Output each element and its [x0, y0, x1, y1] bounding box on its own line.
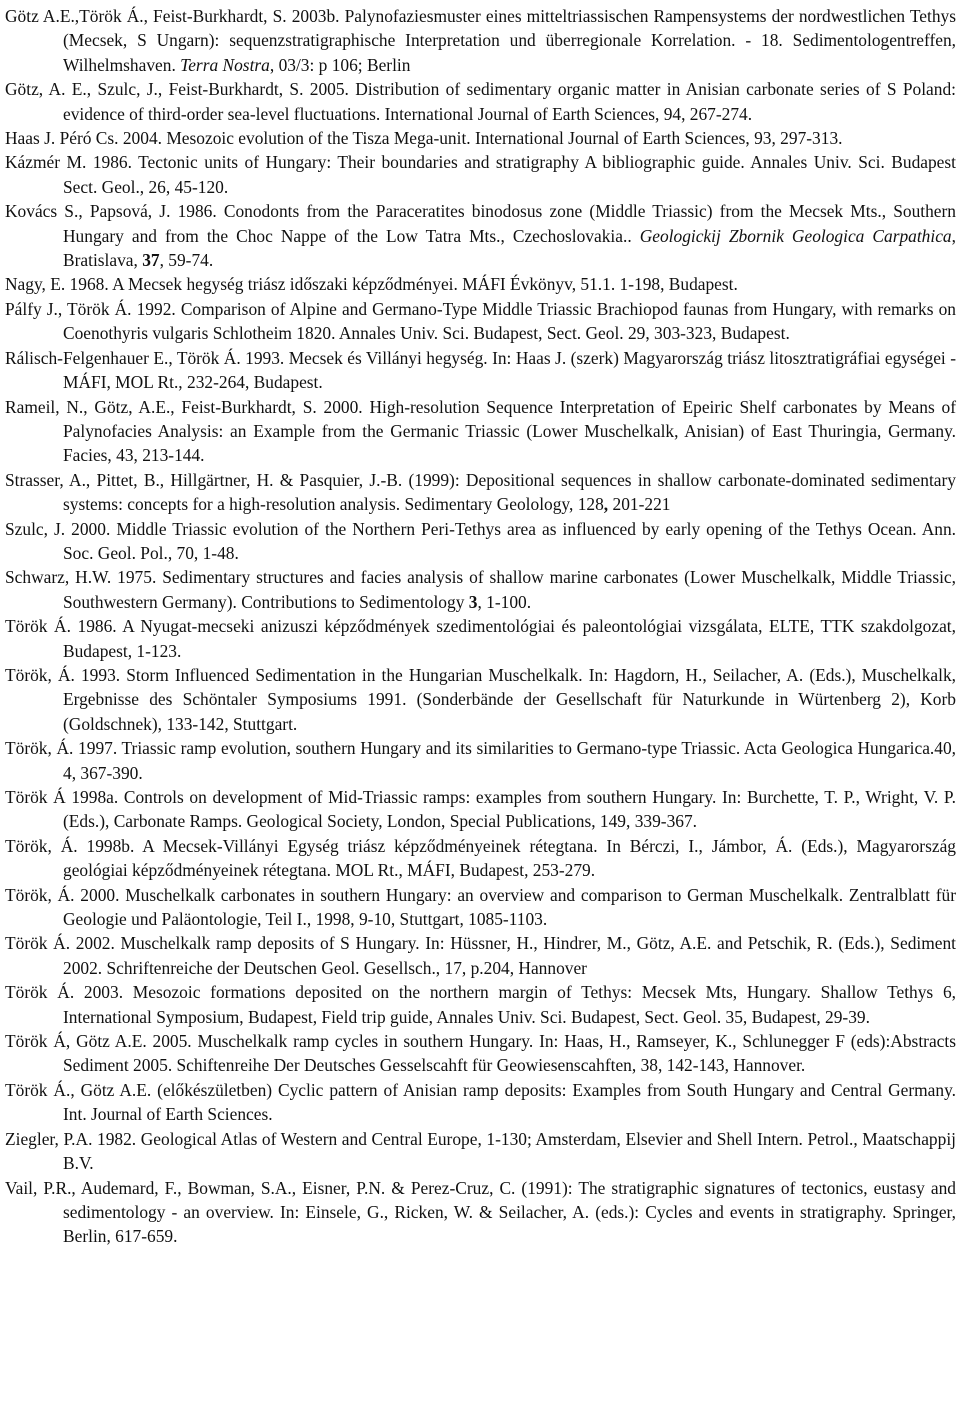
reference-entry — [5, 199, 956, 272]
reference-entry — [5, 468, 956, 517]
reference-text: Török, Á. 1998b. A Mecsek-Villányi Egység triász képződményeinek rétegtana. In Bérczi, I., Jámbor, Á. (Eds.), Magyarország geológiai képződményeinek rétegtana. MOL Rt., MÁFI, Budapest, 253-279. — [5, 835, 956, 881]
reference-entry — [5, 1029, 956, 1078]
reference-text: Török, Á. 1997. Triassic ramp evolution, southern Hungary and its similarities to Germano-type Triassic. Acta Geologica Hungarica.40, 4, 367-390. — [5, 738, 956, 783]
reference-text: Török Á. 1986. A Nyugat-mecseki anizuszi képződmények szedimentológiai és paleontológiai vizsgálata, ELTE, TTK szakdolgozat, Budapest, 1-123. — [5, 616, 956, 661]
reference-text: Török Á. 2003. Mesozoic formations deposited on the northern margin of Tethys: Mecsek Mts, Hungary. Shallow Tethys 6, International Symposium, Budapest, Field trip guide, Annales Univ. Sci. Budapest, Sect. Geol. 35, Budapest, 29-39. — [5, 982, 956, 1027]
reference-entry — [5, 517, 956, 566]
reference-entry — [5, 883, 956, 932]
reference-text: Török Á. 2002. Muschelkalk ramp deposits of S Hungary. In: Hüssner, H., Hindrer, M., Götz, A.E. and Petschik, R. (Eds.), Sediment 2002. Schriftenreiche der Deutschen Geol. Gesellsch., 17, p.204, Hannover — [5, 933, 956, 978]
reference-entry — [5, 1078, 956, 1127]
reference-entry — [5, 663, 956, 736]
reference-italic-text: Geologickij Zbornik Geologica Carpathica — [639, 225, 952, 246]
reference-entry — [5, 785, 956, 834]
reference-entry — [5, 980, 956, 1029]
reference-entry — [5, 1127, 956, 1176]
reference-text: , 59-74. — [159, 250, 214, 271]
reference-list — [5, 4, 956, 1249]
reference-text: Rálisch-Felgenhauer E., Török Á. 1993. Mecsek és Villányi hegység. In: Haas J. (szerk) Magyarország triász litosztratigráfiai egységei - MÁFI, MOL Rt., 232-264, Budapest. — [5, 347, 956, 393]
reference-entry — [5, 736, 956, 785]
reference-text: Götz, A. E., Szulc, J., Feist-Burkhardt, S. 2005. Distribution of sedimentary organic matter in Anisian carbonate series of S Poland: evidence of third-order sea-level fluctuations. International Journal of Earth Sciences, 94, 267-274. — [5, 79, 956, 124]
reference-entry — [5, 150, 956, 199]
reference-entry — [5, 346, 956, 395]
reference-entry — [5, 272, 956, 296]
reference-text: Vail, P.R., Audemard, F., Bowman, S.A., Eisner, P.N. & Perez-Cruz, C. (1991): The stratigraphic signatures of tectonics, eustasy and sedimentology - an overview. In: Einsele, G., Ricken, W. & Seilacher, A. (eds.): Cycles and events in stratigraphy. Springer, Berlin, 617-659. — [5, 1177, 956, 1247]
reference-text: Nagy, E. 1968. A Mecsek hegység triász időszaki képződményei. MÁFI Évkönyv, 51.1. 1-198, Budapest. — [5, 274, 738, 295]
reference-text: Strasser, A., Pittet, B., Hillgärtner, H. & Pasquier, J.-B. (1999): Depositional sequences in shallow carbonate-dominated sedimentary systems: concepts for a high-resolution analysis. Sedimentary Geolology, 128 — [5, 469, 956, 515]
reference-text: Török Á, Götz A.E. 2005. Muschelkalk ramp cycles in southern Hungary. In: Haas, H., Ramseyer, K., Schlunegger F (eds):Abstracts Sediment 2005. Schiftenreihe Der Deutsches Gesselscahft für Geowiesenscahften, 38, 142-143, Hannover. — [5, 1031, 956, 1076]
reference-text: Rameil, N., Götz, A.E., Feist-Burkhardt, S. 2000. High-resolution Sequence Interpretation of Epeiric Shelf carbonates by Means of Palynofacies Analysis: an Example from the Germanic Triassic (Lower Muschelkalk, Anisian) of East Thuringia, Germany. Facies, 43, 213-144. — [5, 396, 956, 466]
reference-entry — [5, 395, 956, 468]
reference-text: 201-221 — [608, 494, 671, 515]
reference-text: Török Á 1998a. Controls on development of Mid-Triassic ramps: examples from southern Hungary. In: Burchette, T. P., Wright, V. P. (Eds.), Carbonate Ramps. Geological Society, London, Special Publications, 149, 339-367. — [5, 787, 956, 832]
reference-text: Götz A.E.,Török Á., Feist-Burkhardt, S. 2003b. Palynofaziesmuster eines mitteltriassischen Rampensystems der nordwestlichen Tethys (Mecsek, S Ungarn): sequenzstratigraphische Interpretation und überregionale Korrelation. - 18. Sedimentologentreffen, Wilhelmshaven. — [5, 6, 956, 75]
reference-entry — [5, 126, 956, 150]
reference-entry — [5, 834, 956, 883]
reference-entry — [5, 4, 956, 77]
reference-text: , 1-100. — [477, 591, 532, 612]
reference-text: Haas J. Péró Cs. 2004. Mesozoic evolution of the Tisza Mega-unit. International Journal of Earth Sciences, 93, 297-313. — [5, 128, 843, 149]
reference-text: , 03/3: p 106; Berlin — [269, 54, 411, 75]
reference-text: Kázmér M. 1986. Tectonic units of Hungary: Their boundaries and stratigraphy A bibliographic guide. Annales Univ. Sci. Budapest Sect. Geol., 26, 45-120. — [5, 152, 956, 197]
reference-text: Török, Á. 1993. Storm Influenced Sedimentation in the Hungarian Muschelkalk. In: Hagdorn, H., Seilacher, A. (Eds.), Muschelkalk, Ergebnisse des Schöntaler Symposiums 1991. (Sonderbände der Gesellschaft für Naturkunde in Würtenberg 2), Korb (Goldschnek), 133-142, Stuttgart. — [5, 664, 956, 734]
reference-text: Schwarz, H.W. 1975. Sedimentary structures and facies analysis of shallow marine carbonates (Lower Muschelkalk, Middle Triassic, Southwestern Germany). Contributions to Sedimentology — [5, 567, 956, 612]
reference-italic-text: Terra Nostra — [180, 54, 270, 75]
reference-entry — [5, 1176, 956, 1249]
reference-entry — [5, 297, 956, 346]
reference-entry — [5, 614, 956, 663]
reference-entry — [5, 931, 956, 980]
reference-text: Ziegler, P.A. 1982. Geological Atlas of Western and Central Europe, 1-130; Amsterdam, Elsevier and Shell Intern. Petrol., Maatschappij B.V. — [5, 1128, 956, 1174]
reference-text: Török Á., Götz A.E. (előkészületben) Cyclic pattern of Anisian ramp deposits: Examples from South Hungary and Central Germany. Int. Journal of Earth Sciences. — [5, 1079, 956, 1125]
reference-text: Kovács S., Papsová, J. 1986. Conodonts from the Paraceratites binodosus zone (Middle Triassic) from the Mecsek Mts., Southern Hungary and from the Choc Nappe of the Low Tatra Mts., Czechoslovakia.. — [5, 201, 956, 246]
reference-entry — [5, 565, 956, 614]
reference-entry — [5, 77, 956, 126]
reference-text: Pálfy J., Török Á. 1992. Comparison of Alpine and Germano-Type Middle Triassic Brachiopod faunas from Hungary, with remarks on Coenothyris vulgaris Schlotheim 1820. Annales Univ. Sci. Budapest, Sect. Geol. 29, 303-323, Budapest. — [5, 298, 956, 344]
reference-bold-text: 3 — [468, 591, 478, 612]
reference-bold-text: , — [603, 494, 609, 515]
reference-text: Szulc, J. 2000. Middle Triassic evolution of the Northern Peri-Tethys area as influenced by early opening of the Tethys Ocean. Ann. Soc. Geol. Pol., 70, 1-48. — [5, 518, 956, 563]
reference-bold-text: 37 — [142, 250, 160, 271]
reference-text: Török, Á. 2000. Muschelkalk carbonates in southern Hungary: an overview and comparison to German Muschelkalk. Zentralblatt für Geologie und Paläontologie, Teil I., 1998, 9-10, Stuttgart, 1085-1103. — [5, 884, 956, 930]
reference-text: , Bratislava, — [63, 225, 956, 271]
